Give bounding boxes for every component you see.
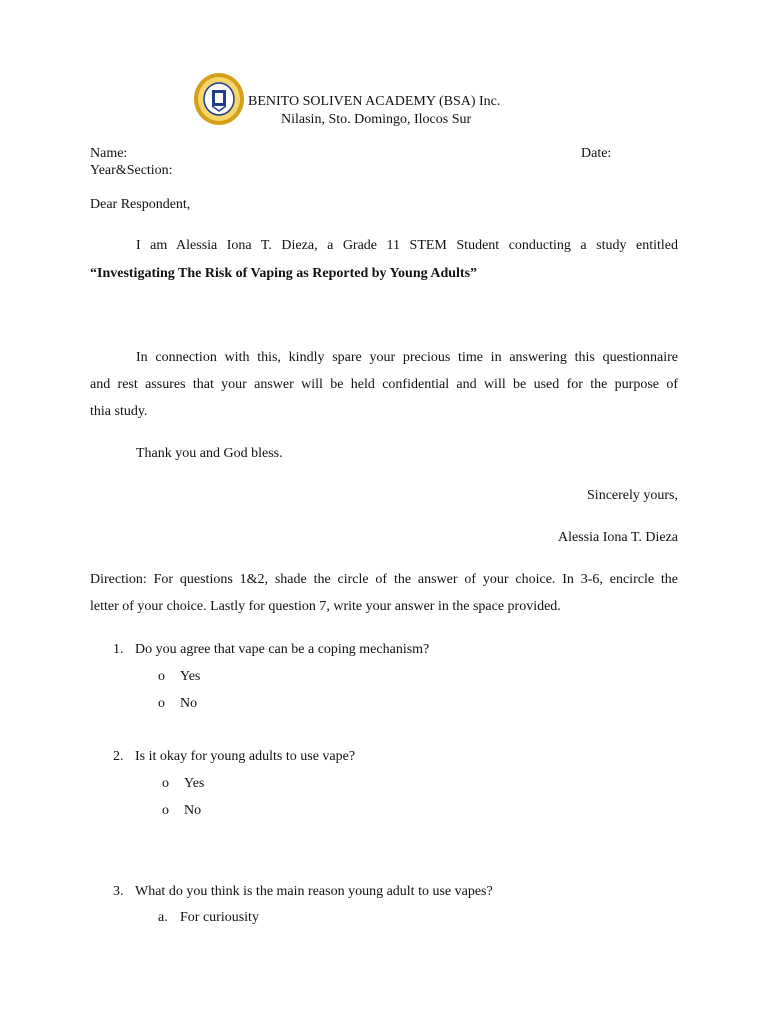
thanks-line: Thank you and God bless. <box>136 446 283 461</box>
question-number: 1. <box>113 642 124 657</box>
question-3 <box>113 884 493 900</box>
paragraph-line-1: In connection with this, kindly spare your precious time in answering this questionnaire <box>136 350 678 365</box>
signature-line: Alessia Iona T. Dieza <box>558 530 678 545</box>
direction-line-2: letter of your choice. Lastly for question 7, write your answer in the space provided. <box>90 599 561 614</box>
intro-paragraph: I am Alessia Iona T. Dieza, a Grade 11 STEM Student conducting a study entitled <box>136 238 678 253</box>
option-label: For curiousity <box>180 910 259 925</box>
paragraph-line-2: and rest assures that your answer will be held confidential and will be used for the purpose of <box>90 377 678 392</box>
school-address: Nilasin, Sto. Domingo, Ilocos Sur <box>281 112 472 127</box>
question-text: Do you agree that vape can be a coping mechanism? <box>135 642 430 657</box>
option-2-yes[interactable] <box>162 776 204 792</box>
study-title: “Investigating The Risk of Vaping as Reported by Young Adults” <box>90 266 478 281</box>
question-text: What do you think is the main reason young adult to use vapes? <box>135 884 493 899</box>
name-field-label: Name: <box>90 146 128 161</box>
option-letter[interactable]: a. <box>158 910 168 925</box>
salutation: Dear Respondent, <box>90 197 191 212</box>
paragraph-line-3: thia study. <box>90 404 148 419</box>
section-field-label: Year&Section: <box>90 163 173 178</box>
school-name: BENITO SOLIVEN ACADEMY (BSA) Inc. <box>248 94 501 109</box>
option-label: No <box>180 696 198 711</box>
question-text: Is it okay for young adults to use vape? <box>135 749 356 764</box>
option-circle-icon[interactable]: o <box>158 696 165 711</box>
option-circle-icon[interactable]: o <box>158 669 165 684</box>
option-circle-icon[interactable]: o <box>162 803 169 818</box>
option-circle-icon[interactable]: o <box>162 776 169 791</box>
closing-line: Sincerely yours, <box>587 488 678 503</box>
option-label: Yes <box>180 669 201 684</box>
option-3-a[interactable] <box>158 910 259 926</box>
school-seal-icon <box>193 72 245 126</box>
question-number: 3. <box>113 884 124 899</box>
option-2-no[interactable] <box>162 803 201 819</box>
question-1 <box>113 642 429 658</box>
direction-line-1: Direction: For questions 1&2, shade the circle of the answer of your choice. In 3-6, encircle the <box>90 572 678 587</box>
option-1-yes[interactable] <box>158 669 200 685</box>
option-1-no[interactable] <box>158 696 197 712</box>
question-number: 2. <box>113 749 124 764</box>
option-label: Yes <box>184 776 205 791</box>
question-2 <box>113 749 355 765</box>
option-label: No <box>184 803 202 818</box>
date-field-label: Date: <box>581 146 612 161</box>
